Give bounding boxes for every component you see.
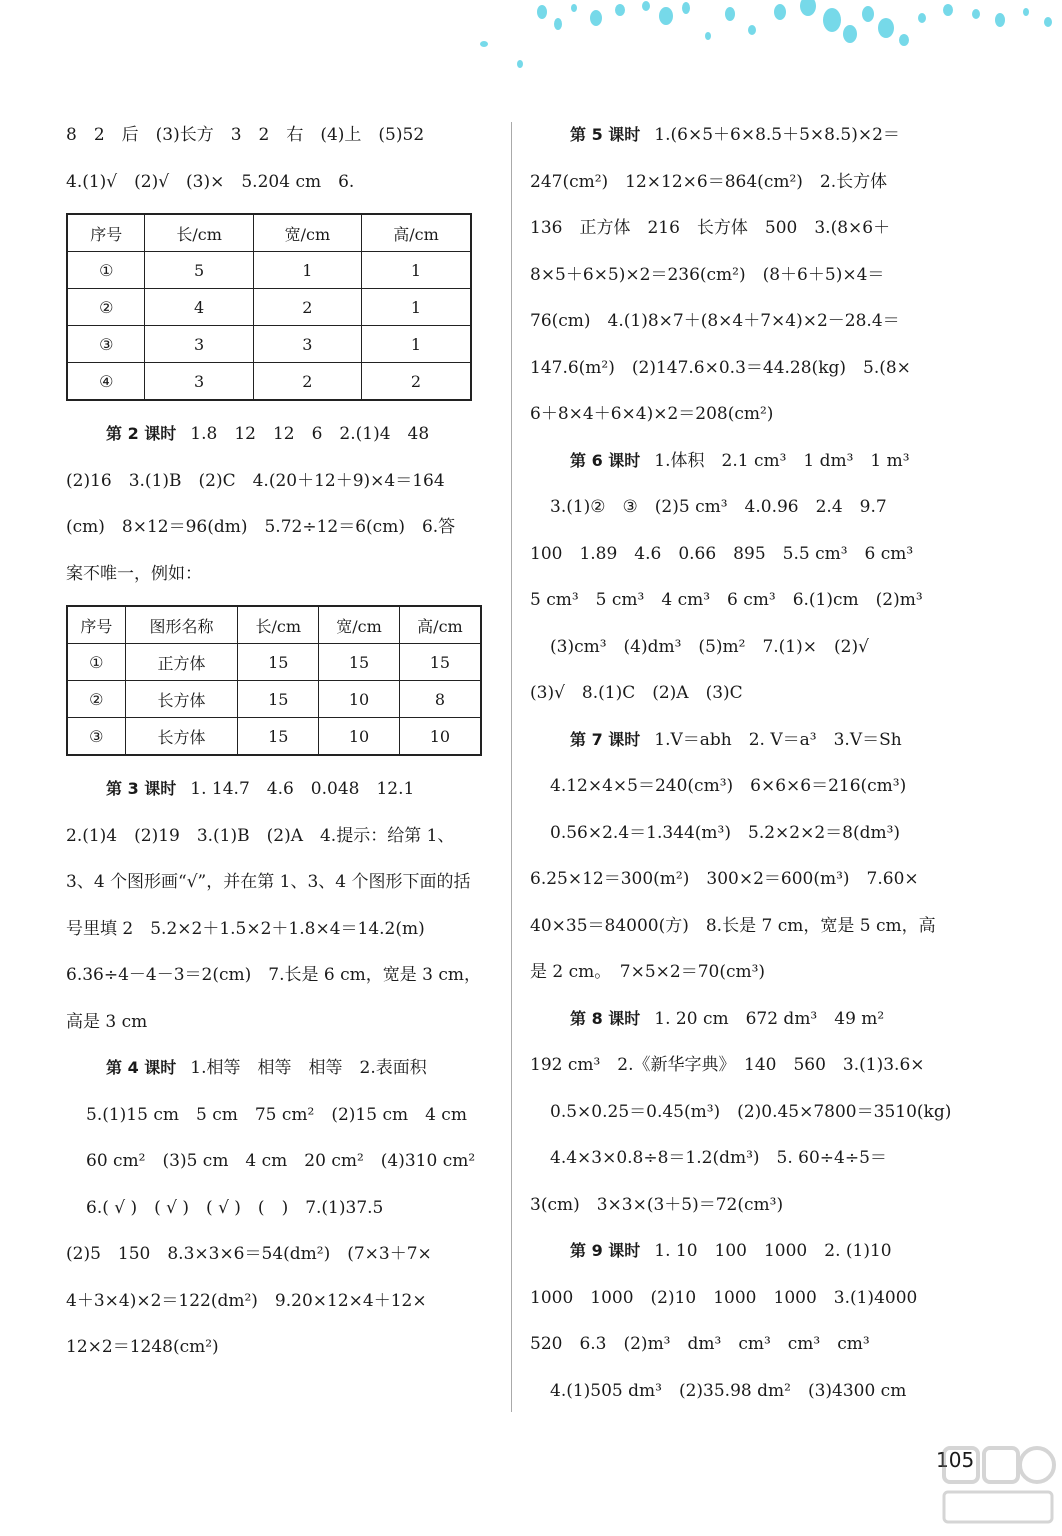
table-cell: ④: [67, 363, 145, 401]
answer-line: 4.(1)505 dm³ (2)35.98 dm² (3)4300 cm: [550, 1380, 907, 1401]
table-row: [67, 644, 481, 681]
table-cell: 正方体: [125, 644, 238, 681]
table-header: 高/cm: [399, 606, 481, 644]
table-cell: 长方体: [125, 681, 238, 718]
table-cell: 2: [362, 363, 471, 401]
table-row: [67, 252, 471, 289]
answer-line: (2)16 3.(1)B (2)C 4.(20＋12＋9)×4＝164: [66, 470, 445, 491]
table-cell: 10: [319, 681, 400, 718]
table-cell: 15: [238, 644, 319, 681]
answer-line: 4.4×3×0.8÷8＝1.2(dm³) 5. 60÷4÷5＝: [550, 1148, 887, 1168]
answer-line: 3(cm) 3×3×(3＋5)＝72(cm³): [530, 1194, 784, 1215]
left-column: [66, 112, 492, 1371]
table-header: 高/cm: [362, 214, 471, 252]
answer-text: 1.体积 2.1 cm³ 1 dm³ 1 m³: [654, 450, 910, 471]
answer-line: 高是 3 cm: [66, 1011, 148, 1032]
table-header: 宽/cm: [319, 606, 400, 644]
answer-line: 0.5×0.25＝0.45(m³) (2)0.45×7800＝3510(kg): [550, 1101, 952, 1122]
table-cell: ②: [67, 289, 145, 326]
lesson-title: 第 7 课时: [570, 729, 641, 749]
table-cell: 15: [238, 681, 319, 718]
answer-line: 192 cm³ 2.《新华字典》 140 560 3.(1)3.6×: [530, 1055, 925, 1075]
table-cell: 15: [238, 718, 319, 756]
lesson-3-heading-line: [66, 766, 492, 813]
table-cell: 3: [145, 363, 253, 401]
table-cell: 长方体: [125, 718, 238, 756]
answer-line: 6＋8×4＋6×4)×2＝208(cm²): [530, 404, 774, 424]
answer-text: 1. 10 100 1000 2. (1)10: [654, 1241, 892, 1261]
table-row: [67, 718, 481, 756]
answer-text: 1. 20 cm 672 dm³ 49 m²: [654, 1008, 885, 1029]
table-cell: ①: [67, 644, 125, 681]
table-cell: 8: [399, 681, 481, 718]
answer-line: 136 正方体 216 长方体 500 3.(8×6＋: [530, 218, 891, 238]
table-cell: 4: [145, 289, 253, 326]
lesson-6-heading-line: [530, 438, 958, 485]
answer-text: 1.(6×5＋6×8.5＋5×8.5)×2＝: [654, 125, 900, 145]
table-cell: 2: [253, 363, 361, 401]
table-cell: 1: [362, 326, 471, 363]
lesson-title: 第 5 课时: [570, 125, 641, 144]
right-column: [530, 112, 958, 1414]
answer-line: 2.(1)4 (2)19 3.(1)B (2)A 4.提示：给第 1、: [66, 825, 455, 846]
answer-line: 4.(1)√ (2)√ (3)× 5.204 cm 6.: [66, 171, 355, 192]
answer-text: 1.相等 相等 相等 2.表面积: [190, 1058, 427, 1078]
table-header: 宽/cm: [253, 214, 361, 252]
answer-line: 1000 1000 (2)10 1000 1000 3.(1)4000: [530, 1287, 918, 1308]
table-cell: 5: [145, 252, 253, 289]
table-cell: ③: [67, 718, 125, 756]
answer-line: 是 2 cm。 7×5×2＝70(cm³): [530, 962, 766, 982]
leaf-decoration-banner: [470, 0, 1062, 80]
answer-line: 147.6(m²) (2)147.6×0.3＝44.28(kg) 5.(8×: [530, 357, 911, 378]
table-cell: 15: [319, 644, 400, 681]
lesson-8-heading-line: [530, 996, 958, 1043]
answer-line: 4.12×4×5＝240(cm³) 6×6×6＝216(cm³): [550, 776, 907, 796]
answer-line: 247(cm²) 12×12×6＝864(cm²) 2.长方体: [530, 171, 888, 192]
answer-line: 3.(1)② ③ (2)5 cm³ 4.0.96 2.4 9.7: [550, 497, 887, 517]
answer-line: 5.(1)15 cm 5 cm 75 cm² (2)15 cm 4 cm: [86, 1104, 467, 1125]
answer-line: 5 cm³ 5 cm³ 4 cm³ 6 cm³ 6.(1)cm (2)m³: [530, 590, 923, 610]
table-cell: ①: [67, 252, 145, 289]
answer-line: (2)5 150 8.3×3×6＝54(dm²) (7×3＋7×: [66, 1244, 432, 1264]
answer-line: 6.( √ ) ( √ ) ( √ ) ( ) 7.(1)37.5: [86, 1197, 384, 1218]
dimension-table-2: [66, 605, 482, 756]
table-header: 长/cm: [145, 214, 253, 252]
answer-line: 4＋3×4)×2＝122(dm²) 9.20×12×4＋12×: [66, 1290, 427, 1311]
answer-line: 76(cm) 4.(1)8×7＋(8×4＋7×4)×2－28.4＝: [530, 311, 900, 331]
answer-line: 100 1.89 4.6 0.66 895 5.5 cm³ 6 cm³: [530, 543, 914, 564]
table-row: [67, 289, 471, 326]
table-header: 长/cm: [238, 606, 319, 644]
table-cell: 3: [253, 326, 361, 363]
answer-line: 40×35＝84000(方) 8.长是 7 cm，宽是 5 cm，高: [530, 915, 936, 936]
lesson-4-heading-line: [66, 1045, 492, 1092]
lesson-title: 第 6 课时: [570, 450, 641, 470]
table-cell: 1: [362, 289, 471, 326]
answer-line: 60 cm² (3)5 cm 4 cm 20 cm² (4)310 cm²: [86, 1151, 476, 1171]
answer-line: (3)√ 8.(1)C (2)A (3)C: [530, 683, 743, 703]
watermark-logo: [940, 1440, 1056, 1530]
table-cell: ③: [67, 326, 145, 363]
answer-line: (3)cm³ (4)dm³ (5)m² 7.(1)× (2)√: [550, 636, 869, 657]
answer-line: 案不唯一，例如：: [66, 563, 202, 584]
lesson-2-heading-line: [66, 411, 492, 458]
answer-text: 1.8 12 12 6 2.(1)4 48: [190, 424, 430, 444]
table-cell: 1: [362, 252, 471, 289]
page-number: 105: [936, 1448, 975, 1472]
answer-line: 8 2 后 (3)长方 3 2 右 (4)上 (5)52: [66, 125, 425, 145]
lesson-title: 第 3 课时: [106, 779, 177, 798]
table-row: [67, 681, 481, 718]
column-divider: [511, 122, 512, 1412]
answer-line: 520 6.3 (2)m³ dm³ cm³ cm³ cm³: [530, 1334, 870, 1354]
answer-line: 号里填 2 5.2×2＋1.5×2＋1.8×4＝14.2(m): [66, 918, 425, 939]
answer-line: (cm) 8×12＝96(dm) 5.72÷12＝6(cm) 6.答: [66, 517, 456, 537]
table-header: 序号: [67, 606, 125, 644]
table-cell: 10: [399, 718, 481, 756]
dimension-table-1: [66, 213, 472, 401]
table-cell: 15: [399, 644, 481, 681]
table-header: 序号: [67, 214, 145, 252]
lesson-title: 第 8 课时: [570, 1008, 641, 1028]
answer-line: 3、4 个图形画“√”，并在第 1、3、4 个图形下面的括: [66, 872, 471, 892]
lesson-title: 第 4 课时: [106, 1058, 177, 1077]
table-cell: 10: [319, 718, 400, 756]
lesson-5-heading-line: [530, 112, 958, 159]
answer-line: 6.25×12＝300(m²) 300×2＝600(m³) 7.60×: [530, 869, 919, 889]
table-cell: ②: [67, 681, 125, 718]
lesson-7-heading-line: [530, 717, 958, 764]
table-header: 图形名称: [125, 606, 238, 644]
table-row: [67, 326, 471, 363]
table-cell: 3: [145, 326, 253, 363]
table-cell: 1: [253, 252, 361, 289]
lesson-title: 第 9 课时: [570, 1241, 641, 1260]
answer-line: 8×5＋6×5)×2＝236(cm²) (8＋6＋5)×4＝: [530, 264, 885, 285]
answer-text: 1. 14.7 4.6 0.048 12.1: [190, 779, 415, 799]
answer-text: 1.V＝abh 2. V＝a³ 3.V＝Sh: [654, 729, 902, 750]
table-cell: 2: [253, 289, 361, 326]
answer-line: 12×2＝1248(cm²): [66, 1337, 219, 1357]
lesson-title: 第 2 课时: [106, 424, 177, 443]
answer-line: 0.56×2.4＝1.344(m³) 5.2×2×2＝8(dm³): [550, 822, 901, 843]
answer-line: 6.36÷4－4－3＝2(cm) 7.长是 6 cm，宽是 3 cm，: [66, 965, 482, 985]
lesson-9-heading-line: [530, 1228, 958, 1275]
table-row: [67, 363, 471, 401]
